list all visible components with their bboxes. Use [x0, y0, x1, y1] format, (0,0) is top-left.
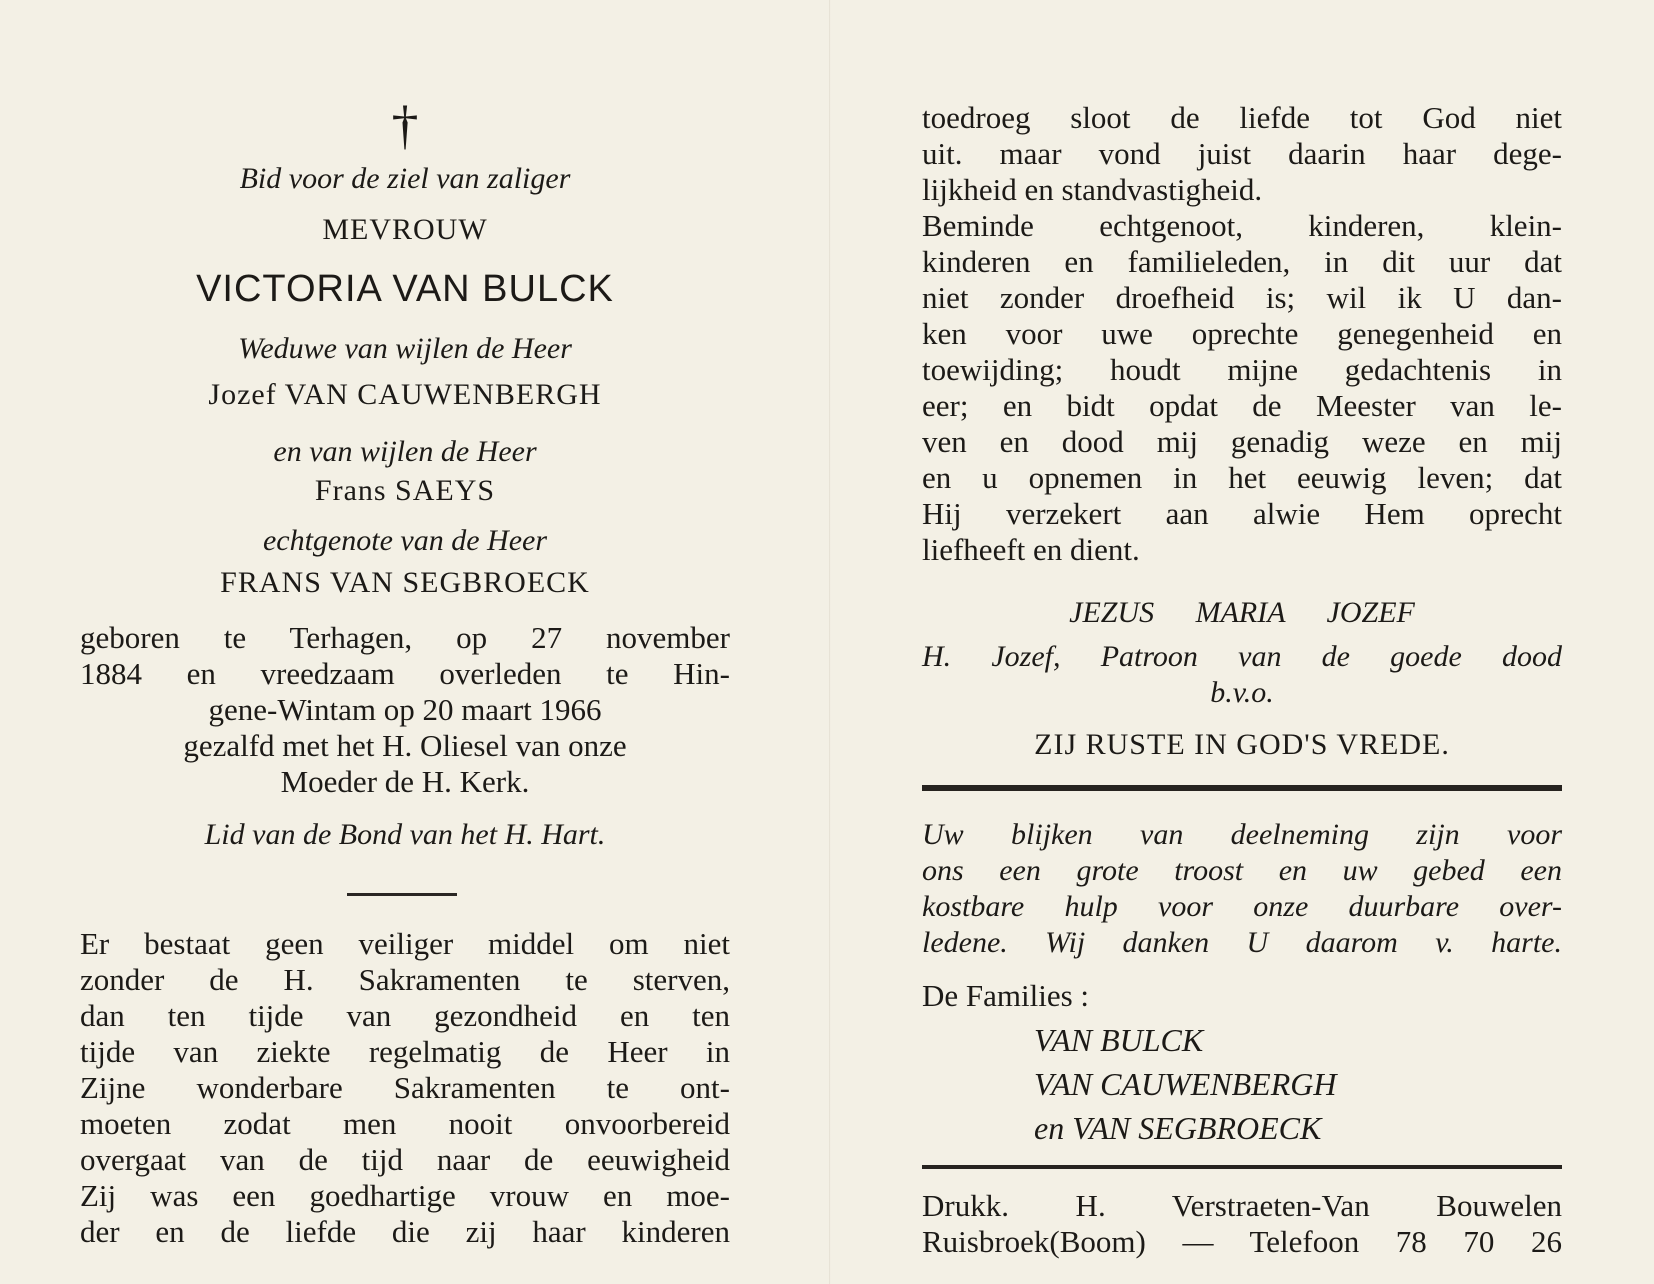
birth-line: gene-Wintam op 20 maart 1966: [208, 692, 602, 727]
family-name: en VAN SEGBROECK: [1034, 1110, 1322, 1146]
thanks-line: ons een grote troost en uw gebed een: [922, 854, 1562, 887]
body-line: Beminde echtgenoot, kinderen, klein-: [922, 208, 1562, 243]
families-label: De Families :: [922, 978, 1090, 1013]
cross-symbol: †: [391, 95, 419, 155]
body-line: ven en dood mij genadig weze en mij: [922, 424, 1562, 459]
birth-line: geboren te Terhagen, op 27 november: [80, 620, 730, 655]
body-line: dan ten tijde van gezondheid en ten: [80, 998, 730, 1033]
birth-line: Moeder de H. Kerk.: [280, 764, 530, 799]
husband2-name: Frans SAEYS: [314, 474, 496, 507]
body-line: tijde van ziekte regelmatig de Heer in: [80, 1034, 730, 1069]
body-line: lijkheid en standvastigheid.: [922, 172, 1263, 207]
body-line: Zij was een goedhartige vrouw en moe-: [80, 1178, 730, 1213]
husband3-name: FRANS VAN SEGBROECK: [220, 566, 590, 599]
body-line: uit. maar vond juist daarin haar dege-: [922, 136, 1562, 171]
body-line: eer; en bidt opdat de Meester van le-: [922, 388, 1562, 423]
husband1-name: Jozef VAN CAUWENBERGH: [208, 378, 602, 411]
body-line: moeten zodat men nooit onvoorbereid: [80, 1106, 730, 1141]
thanks-line: Uw blijken van deelneming zijn voor: [922, 818, 1562, 851]
body-line: toewijding; houdt mijne gedachtenis in: [922, 352, 1562, 387]
thanks-line: ledene. Wij danken U daarom v. harte.: [922, 926, 1562, 959]
birth-line: 1884 en vreedzaam overleden te Hin-: [80, 656, 730, 691]
birth-line: gezalfd met het H. Oliesel van onze: [183, 728, 627, 763]
body-line: der en de liefde die zij haar kinderen: [80, 1214, 730, 1249]
title-line: MEVROUW: [322, 213, 488, 246]
body-line: Zijne wonderbare Sakramenten te ont-: [80, 1070, 730, 1105]
widow-line: Weduwe van wijlen de Heer: [238, 332, 572, 365]
body-line: niet zonder droefheid is; wil ik U dan-: [922, 280, 1562, 315]
divider-bottom: [922, 1165, 1562, 1169]
pray-line: Bid voor de ziel van zaliger: [239, 162, 571, 195]
printer-line: Ruisbroek(Boom) — Telefoon 78 70 26: [922, 1224, 1562, 1259]
body-line: overgaat van de tijd naar de eeuwigheid: [80, 1142, 730, 1177]
bvo-line: b.v.o.: [1210, 676, 1274, 709]
body-line: kinderen en familieleden, in dit uur dat: [922, 244, 1562, 279]
rest-line: ZIJ RUSTE IN GOD'S VREDE.: [1034, 728, 1450, 761]
spouse-line: echtgenote van de Heer: [262, 524, 548, 557]
jmj-line: JEZUS MARIA JOZEF: [1069, 596, 1415, 629]
deceased-name: VICTORIA VAN BULCK: [196, 268, 614, 310]
and-line: en van wijlen de Heer: [273, 435, 537, 468]
family-name: VAN BULCK: [1034, 1022, 1204, 1058]
body-line: toedroeg sloot de liefde tot God niet: [922, 100, 1562, 135]
patron-line: H. Jozef, Patroon van de goede dood: [922, 640, 1562, 673]
body-line: zonder de H. Sakramenten te sterven,: [80, 962, 730, 997]
body-line: Hij verzekert aan alwie Hem oprecht: [922, 496, 1562, 531]
body-line: Er bestaat geen veiliger middel om niet: [80, 926, 730, 961]
member-line: Lid van de Bond van het H. Hart.: [204, 818, 606, 851]
body-line: liefheeft en dient.: [922, 532, 1140, 567]
divider-short: [347, 893, 457, 896]
divider-thick: [922, 785, 1562, 791]
printer-line: Drukk. H. Verstraeten-Van Bouwelen: [922, 1188, 1562, 1223]
body-line: en u opnemen in het eeuwig leven; dat: [922, 460, 1562, 495]
family-name: VAN CAUWENBERGH: [1034, 1066, 1337, 1102]
thanks-line: kostbare hulp voor onze duurbare over-: [922, 890, 1562, 923]
card-fold: [829, 0, 831, 1284]
body-line: ken voor uwe oprechte genegenheid en: [922, 316, 1562, 351]
